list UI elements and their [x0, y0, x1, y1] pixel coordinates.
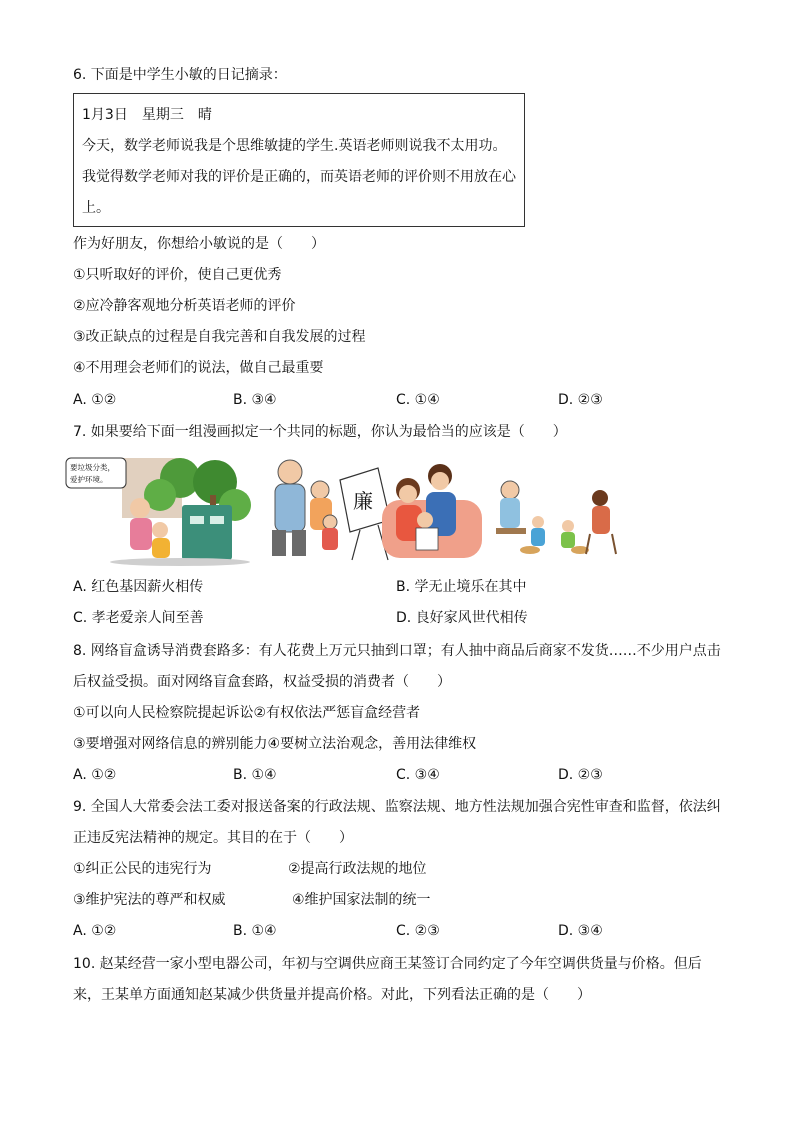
q7-option-a[interactable]: A. 红色基因薪火相传 [73, 579, 204, 595]
cartoon-strip [60, 450, 620, 570]
q6-stem: 6. 下面是中学生小敏的日记摘录： [73, 67, 287, 83]
q7-option-d[interactable]: D. 良好家风世代相传 [396, 610, 528, 626]
q9-option-a[interactable]: A. ①② [73, 923, 117, 939]
cartoon-grandfather-teaching [272, 460, 390, 560]
diary-line: 今天，数学老师说我是个思维敏捷的学生.英语老师则说我不太用功。 [82, 138, 507, 154]
q9-item: ②提高行政法规的地位 [288, 861, 427, 877]
speech-bubble-line: 爱护环境。 [70, 475, 108, 484]
q10-stem-line: 10. 赵某经营一家小型电器公司，年初与空调供应商王某签订合同约定了今年空调供货量与价格。但后 [73, 956, 702, 972]
q9-item: ①纠正公民的违宪行为 [73, 861, 212, 877]
cartoon-washing-feet [496, 481, 616, 554]
cartoon-garbage-sorting [66, 458, 251, 566]
q9-stem-line: 9. 全国人大常委会法工委对报送备案的行政法规、监察法规、地方性法规加强合宪性审查和监督，依法纠 [73, 799, 721, 815]
diary-line: 上。 [82, 200, 110, 216]
q6-item: ①只听取好的评价，使自己更优秀 [73, 267, 282, 283]
q9-item: ④维护国家法制的统一 [292, 892, 431, 908]
q9-stem-line: 正违反宪法精神的规定。其目的在于（ ） [73, 830, 353, 846]
speech-bubble-line: 要垃圾分类， [70, 463, 115, 472]
q8-item: ①可以向人民检察院提起诉讼②有权依法严惩盲盒经营者 [73, 705, 421, 721]
q8-stem-line: 8. 网络盲盒诱导消费套路多：有人花费上万元只抽到口罩；有人抽中商品后商家不发货……不少用户点击 [73, 643, 721, 659]
diary-line: 1月3日 星期三 晴 [82, 107, 212, 123]
q9-option-c[interactable]: C. ②③ [396, 923, 440, 939]
q8-option-a[interactable]: A. ①② [73, 767, 117, 783]
q6-option-a[interactable]: A. ①② [73, 392, 117, 408]
q6-question: 作为好朋友，你想给小敏说的是（ ） [73, 236, 325, 252]
q6-item: ④不用理会老师们的说法，做自己最重要 [73, 360, 324, 376]
q8-option-d[interactable]: D. ②③ [558, 767, 603, 783]
q9-option-d[interactable]: D. ③④ [558, 923, 603, 939]
q7-stem: 7. 如果要给下面一组漫画拟定一个共同的标题，你认为最恰当的应该是（ ） [73, 424, 567, 440]
diary-box [73, 93, 525, 227]
q7-option-c[interactable]: C. 孝老爱亲人间至善 [73, 610, 204, 626]
q8-stem-line: 后权益受损。面对网络盲盒套路，权益受损的消费者（ ） [73, 674, 451, 690]
q6-option-b[interactable]: B. ③④ [233, 392, 277, 408]
q8-option-c[interactable]: C. ③④ [396, 767, 440, 783]
q10-stem-line: 来，王某单方面通知赵某减少供货量并提高价格。对此，下列看法正确的是（ ） [73, 987, 591, 1003]
q6-option-c[interactable]: C. ①④ [396, 392, 440, 408]
q9-option-b[interactable]: B. ①④ [233, 923, 277, 939]
q6-item: ③改正缺点的过程是自我完善和自我发展的过程 [73, 329, 366, 345]
q7-option-b[interactable]: B. 学无止境乐在其中 [396, 579, 527, 595]
diary-line: 我觉得数学老师对我的评价是正确的，而英语老师的评价则不用放在心 [82, 169, 516, 185]
q6-item: ②应冷静客观地分析英语老师的评价 [73, 298, 296, 314]
cartoon-family-reading [382, 464, 482, 558]
q8-item: ③要增强对网络信息的辨别能力④要树立法治观念，善用法律维权 [73, 736, 477, 752]
q9-item: ③维护宪法的尊严和权威 [73, 892, 226, 908]
q8-option-b[interactable]: B. ①④ [233, 767, 277, 783]
q6-option-d[interactable]: D. ②③ [558, 392, 603, 408]
sign-character: 廉 [353, 489, 373, 513]
